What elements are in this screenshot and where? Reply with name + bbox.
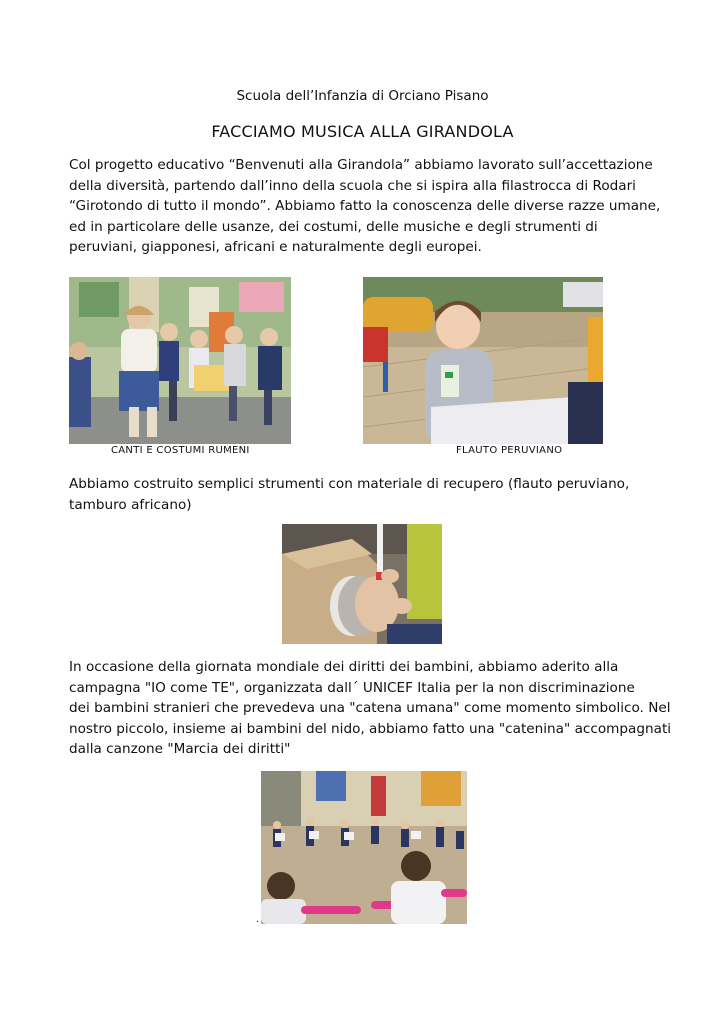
caption-peruvian-flute: FLAUTO PERUVIANO: [456, 445, 563, 456]
caption-romanian-songs: CANTI E COSTUMI RUMENI: [111, 445, 250, 456]
photo-romanian-songs: [69, 277, 291, 444]
paragraph-line: ed in particolare delle usanze, dei costumi, delle musiche e degli strumenti di: [69, 218, 598, 235]
instruments-paragraph: [69, 474, 669, 515]
paragraph-line: Col progetto educativo “Benvenuti alla Girandola” abbiamo lavorato sull’accettazione: [69, 157, 653, 173]
trailing-mark: .: [256, 914, 260, 925]
photo-drum-making: [282, 524, 442, 644]
paragraph-line: nostro piccolo, insieme ai bambini del nido, abbiamo fatto una "catenina" accompagnati: [69, 720, 672, 737]
paragraph-line: dei bambini stranieri che prevedeva una "catena umana" come momento simbolico. Nel: [69, 700, 671, 716]
classroom-photo-graphic: [69, 277, 291, 444]
human-chain-photo-graphic: [261, 771, 467, 924]
page-title: FACCIAMO MUSICA ALLA GIRANDOLA: [211, 122, 514, 141]
drum-making-photo-graphic: [282, 524, 442, 644]
paragraph-line: campagna "IO come TE", organizzata dall´ UNICEF Italia per la non discriminazione: [69, 679, 635, 696]
paragraph-line: della diversità, partendo dall’inno della scuola che si ispira alla filastrocca di Rodari: [69, 177, 636, 194]
paragraph-line: Abbiamo costruito semplici strumenti con materiale di recupero (flauto peruviano,: [69, 476, 630, 492]
intro-paragraph: [69, 155, 669, 258]
photo-peruvian-flute: [363, 277, 603, 444]
paragraph-line: peruviani, giapponesi, africani e naturalmente degli europei.: [69, 239, 482, 255]
paragraph-line: tamburo africano): [69, 496, 192, 513]
paragraph-line: dalla canzone "Marcia dei diritti": [69, 741, 291, 757]
unicef-paragraph: [69, 657, 672, 760]
paragraph-line: In occasione della giornata mondiale dei diritti dei bambini, abbiamo aderito alla: [69, 659, 619, 675]
child-flute-photo-graphic: [363, 277, 603, 444]
photo-human-chain: [261, 771, 467, 924]
paragraph-line: “Girotondo di tutto il mondo”. Abbiamo fatto la conoscenza delle diverse razze umane,: [69, 198, 661, 214]
school-name: Scuola dell’Infanzia di Orciano Pisano: [236, 88, 489, 104]
